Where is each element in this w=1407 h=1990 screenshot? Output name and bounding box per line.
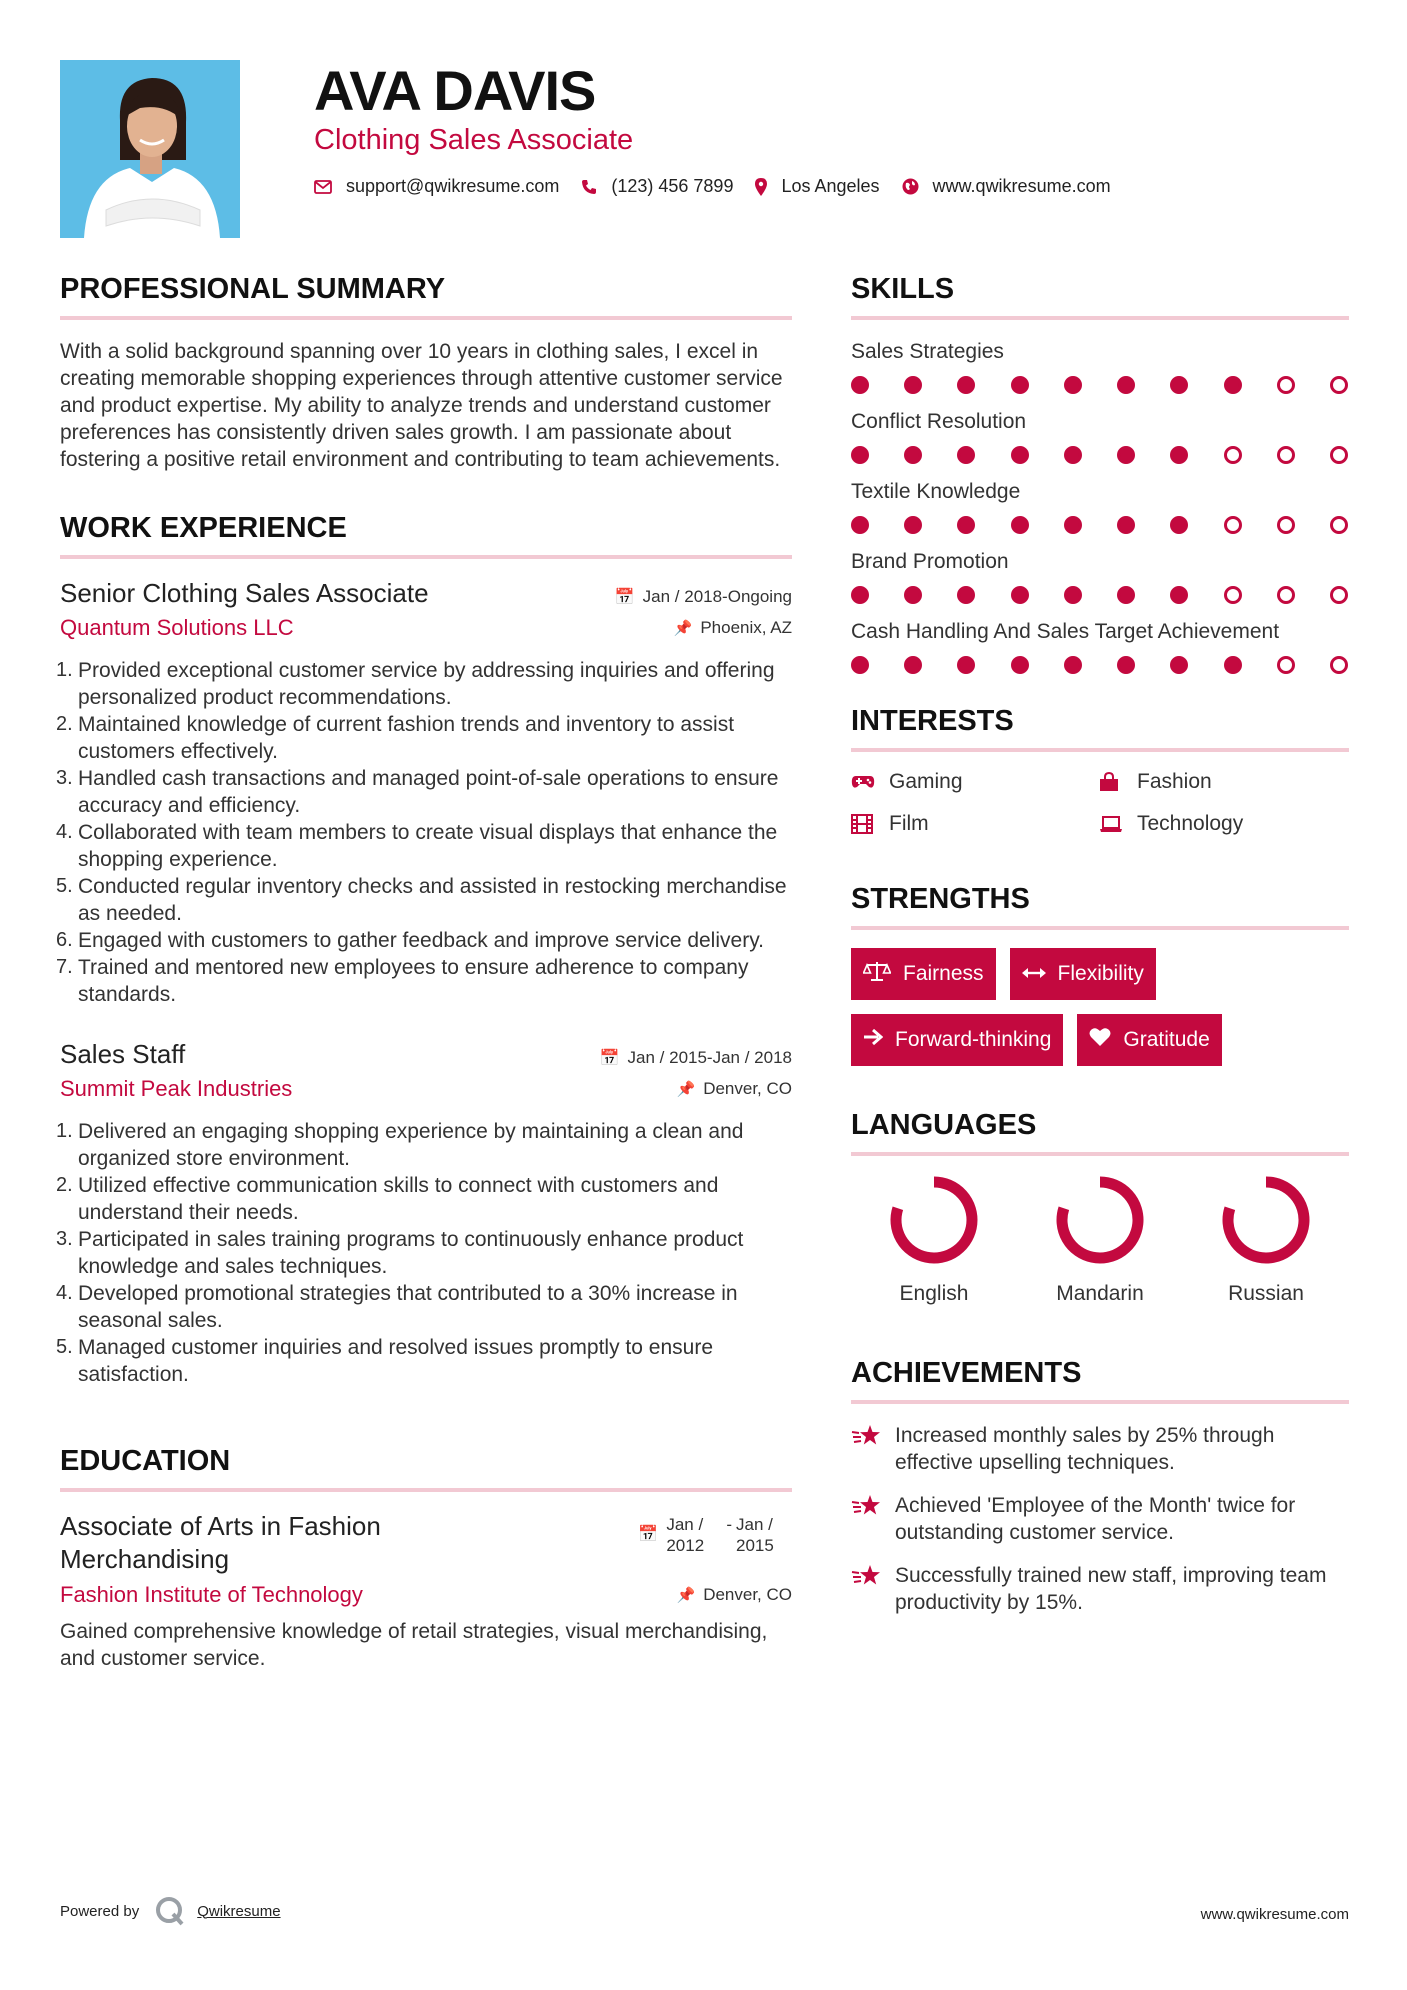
language-level-ring xyxy=(1054,1174,1146,1266)
calendar-icon: 📅 xyxy=(599,1050,620,1067)
summary-heading: PROFESSIONAL SUMMARY xyxy=(60,272,792,320)
shopping-bag-icon xyxy=(1099,772,1137,792)
contact-website[interactable] xyxy=(902,176,1111,197)
list-item: Participated in sales training programs to continuously enhance product knowledge and sales techniques. xyxy=(78,1228,744,1278)
rating-dot-empty xyxy=(1277,516,1295,534)
contact-location xyxy=(755,176,879,197)
skill-name: Conflict Resolution xyxy=(851,410,1027,433)
experience-section xyxy=(60,511,792,1388)
language-level-arc xyxy=(1062,1182,1138,1258)
job-dates xyxy=(615,587,792,607)
film-icon xyxy=(851,814,889,834)
contact-phone[interactable] xyxy=(581,176,733,197)
rating-dot-filled xyxy=(1224,376,1242,394)
strength-label: Fairness xyxy=(903,962,984,985)
skill-name: Textile Knowledge xyxy=(851,480,1021,503)
rating-dot-filled xyxy=(851,376,869,394)
qwikresume-logo-icon xyxy=(155,1896,185,1926)
strength-tag xyxy=(851,948,996,1000)
skill-rating xyxy=(851,376,1348,394)
rating-dot-filled xyxy=(1064,516,1082,534)
job-location xyxy=(674,618,792,638)
list-item: Delivered an engaging shopping experience by maintaining a clean and organized store environment. xyxy=(78,1120,744,1170)
strength-tag xyxy=(1077,1014,1221,1066)
contact-bar xyxy=(314,176,1133,197)
interest-label: Technology xyxy=(1137,812,1244,835)
rating-dot-filled xyxy=(1170,656,1188,674)
achievement-text: Achieved 'Employee of the Month' twice for outstanding customer service. xyxy=(895,1494,1296,1544)
achievement-item xyxy=(851,1422,1349,1476)
edu-degree: Associate of Arts in Fashion Merchandising xyxy=(60,1511,381,1574)
rating-dot-filled xyxy=(1064,446,1082,464)
list-item: Provided exceptional customer service by addressing inquiries and offering personalized product recommendations. xyxy=(78,659,775,709)
list-item: Conducted regular inventory checks and assisted in restocking merchandise as needed. xyxy=(78,875,787,925)
language-item xyxy=(1017,1174,1183,1306)
thumbtack-icon: 📌 xyxy=(676,1587,696,1604)
heart-icon xyxy=(1089,1027,1111,1053)
rating-dot-filled xyxy=(957,656,975,674)
interest-item xyxy=(1099,770,1347,794)
qwikresume-link[interactable]: Qwikresume xyxy=(197,1902,281,1920)
rating-dot-filled xyxy=(851,586,869,604)
shooting-star-icon xyxy=(851,1494,895,1524)
left-column xyxy=(60,272,792,1672)
rating-dot-filled xyxy=(1011,586,1029,604)
rating-dot-empty xyxy=(1330,656,1348,674)
interest-item xyxy=(851,770,1099,794)
summary-text: With a solid background spanning over 10 years in clothing sales, I excel in creating memorable shopping experiences through attentive customer service and product expertise. My ability to analyze trends and understand customer preferences has consistently driven sales growth. I am passionate about fostering a positive retail environment and contributing to team achievements. xyxy=(60,340,783,471)
rating-dot-empty xyxy=(1224,446,1242,464)
skill-item xyxy=(851,408,1349,464)
language-level-ring xyxy=(1220,1174,1312,1266)
skill-name: Sales Strategies xyxy=(851,340,1004,363)
edu-date-separator: - xyxy=(726,1515,732,1534)
skill-name: Brand Promotion xyxy=(851,550,1009,573)
strengths-list xyxy=(851,948,1349,1066)
languages-list xyxy=(851,1174,1349,1306)
thumbtack-icon: 📌 xyxy=(676,1081,696,1098)
contact-email-text: support@qwikresume.com xyxy=(346,176,560,196)
job-dates-text: Jan / 2015-Jan / 2018 xyxy=(627,1048,792,1067)
skill-name: Cash Handling And Sales Target Achievement xyxy=(851,620,1280,643)
strengths-heading: STRENGTHS xyxy=(851,882,1349,930)
skill-item xyxy=(851,338,1349,394)
skills-list xyxy=(851,338,1349,674)
strength-label: Flexibility xyxy=(1057,962,1144,985)
skill-rating xyxy=(851,446,1348,464)
map-marker-icon xyxy=(755,178,767,196)
education-heading: EDUCATION xyxy=(60,1444,792,1492)
phone-icon xyxy=(581,179,597,195)
arrows-h-icon xyxy=(1022,963,1046,985)
rating-dot-filled xyxy=(1117,656,1135,674)
summary-section xyxy=(60,272,792,473)
rating-dot-filled xyxy=(957,446,975,464)
rating-dot-empty xyxy=(1224,586,1242,604)
edu-start: Jan / 2012 xyxy=(666,1515,705,1555)
edu-school: Fashion Institute of Technology xyxy=(60,1582,363,1607)
rating-dot-empty xyxy=(1277,586,1295,604)
rating-dot-filled xyxy=(904,446,922,464)
candidate-title: Clothing Sales Associate xyxy=(314,124,634,156)
strengths-section xyxy=(851,882,1349,1066)
interest-label: Film xyxy=(889,812,929,835)
footer-url[interactable]: www.qwikresume.com xyxy=(1200,1906,1349,1923)
calendar-icon: 📅 xyxy=(614,589,635,606)
rating-dot-filled xyxy=(1011,446,1029,464)
list-item: Trained and mentored new employees to ensure adherence to company standards. xyxy=(78,956,749,1006)
profile-photo-illustration xyxy=(60,60,240,238)
achievement-item xyxy=(851,1492,1349,1546)
rating-dot-filled xyxy=(1117,586,1135,604)
contact-email[interactable] xyxy=(314,176,559,197)
strength-tag xyxy=(851,1014,1063,1066)
rating-dot-filled xyxy=(1117,516,1135,534)
job-bullets xyxy=(60,1118,792,1388)
job-role: Senior Clothing Sales Associate xyxy=(60,578,429,608)
rating-dot-empty xyxy=(1330,446,1348,464)
interest-item xyxy=(851,812,1099,836)
achievement-item xyxy=(851,1562,1349,1616)
thumbtack-icon: 📌 xyxy=(673,620,693,637)
rating-dot-filled xyxy=(1170,586,1188,604)
contact-phone-text: (123) 456 7899 xyxy=(611,176,734,196)
shooting-star-icon xyxy=(851,1424,895,1454)
rating-dot-empty xyxy=(1277,446,1295,464)
laptop-icon xyxy=(1099,815,1137,833)
rating-dot-filled xyxy=(1170,376,1188,394)
strength-label: Gratitude xyxy=(1123,1028,1210,1051)
language-item xyxy=(851,1174,1017,1306)
rating-dot-empty xyxy=(1277,376,1295,394)
skills-heading: SKILLS xyxy=(851,272,1349,320)
strength-label: Forward-thinking xyxy=(895,1028,1052,1051)
job-role: Sales Staff xyxy=(60,1039,186,1069)
rating-dot-filled xyxy=(851,656,869,674)
language-level-arc xyxy=(896,1182,972,1258)
rating-dot-filled xyxy=(1011,656,1029,674)
list-item: Managed customer inquiries and resolved issues promptly to ensure satisfaction. xyxy=(78,1336,713,1386)
job-location-text: Phoenix, AZ xyxy=(700,618,792,637)
list-item: Utilized effective communication skills to connect with customers and understand their needs. xyxy=(78,1174,719,1224)
rating-dot-filled xyxy=(1064,586,1082,604)
education-section xyxy=(60,1444,792,1672)
skills-section xyxy=(851,272,1349,674)
interest-label: Gaming xyxy=(889,770,963,793)
skill-item xyxy=(851,548,1349,604)
language-level-arc xyxy=(1228,1182,1304,1258)
language-name: Mandarin xyxy=(1056,1282,1144,1305)
languages-section xyxy=(851,1108,1349,1306)
experience-heading: WORK EXPERIENCE xyxy=(60,511,792,559)
rating-dot-filled xyxy=(957,376,975,394)
candidate-name: AVA DAVIS xyxy=(314,59,596,122)
right-column xyxy=(851,272,1349,1632)
interests-grid xyxy=(851,770,1349,836)
skill-rating xyxy=(851,516,1348,534)
achievement-text: Increased monthly sales by 25% through effective upselling techniques. xyxy=(895,1424,1275,1474)
rating-dot-empty xyxy=(1277,656,1295,674)
achievements-heading: ACHIEVEMENTS xyxy=(851,1356,1349,1404)
contact-website-text: www.qwikresume.com xyxy=(932,176,1111,196)
skill-rating xyxy=(851,586,1348,604)
job-entry xyxy=(60,577,792,1008)
job-company: Quantum Solutions LLC xyxy=(60,615,294,640)
rating-dot-filled xyxy=(957,516,975,534)
rating-dot-filled xyxy=(1224,656,1242,674)
edu-end: Jan / 2015 xyxy=(736,1515,774,1555)
rating-dot-filled xyxy=(904,376,922,394)
shooting-star-icon xyxy=(851,1564,895,1594)
job-dates xyxy=(600,1048,792,1068)
languages-heading: LANGUAGES xyxy=(851,1108,1349,1156)
interests-section xyxy=(851,704,1349,836)
strength-tag xyxy=(1010,948,1156,1000)
skill-rating xyxy=(851,656,1348,674)
list-item: Developed promotional strategies that contributed to a 30% increase in seasonal sales. xyxy=(78,1282,738,1332)
job-dates-text: Jan / 2018-Ongoing xyxy=(642,587,792,606)
globe-icon xyxy=(902,178,919,195)
rating-dot-filled xyxy=(1170,446,1188,464)
powered-by-label: Powered by xyxy=(60,1902,140,1920)
rating-dot-filled xyxy=(904,586,922,604)
footer-powered-by xyxy=(60,1896,281,1926)
calendar-icon: 📅 xyxy=(638,1526,659,1543)
interests-heading: INTERESTS xyxy=(851,704,1349,752)
rating-dot-filled xyxy=(904,656,922,674)
interest-item xyxy=(1099,812,1347,836)
rating-dot-empty xyxy=(1330,376,1348,394)
skill-item xyxy=(851,618,1349,674)
rating-dot-empty xyxy=(1330,586,1348,604)
rating-dot-filled xyxy=(1117,376,1135,394)
list-item: Collaborated with team members to create visual displays that enhance the shopping experience. xyxy=(78,821,778,871)
contact-location-text: Los Angeles xyxy=(781,176,880,196)
rating-dot-empty xyxy=(1224,516,1242,534)
profile-photo xyxy=(60,60,240,238)
gamepad-icon xyxy=(851,774,889,790)
list-item: Engaged with customers to gather feedback and improve service delivery. xyxy=(78,929,764,952)
edu-location xyxy=(677,1585,793,1605)
language-level-ring xyxy=(888,1174,980,1266)
list-item: Handled cash transactions and managed point-of-sale operations to ensure accuracy and efficiency. xyxy=(78,767,779,817)
language-name: Russian xyxy=(1228,1282,1304,1305)
rating-dot-filled xyxy=(957,586,975,604)
edu-location-text: Denver, CO xyxy=(703,1585,792,1604)
rating-dot-filled xyxy=(1064,376,1082,394)
interest-label: Fashion xyxy=(1137,770,1212,793)
achievement-text: Successfully trained new staff, improving team productivity by 15%. xyxy=(895,1564,1327,1614)
language-name: English xyxy=(899,1282,969,1305)
skill-item xyxy=(851,478,1349,534)
rating-dot-filled xyxy=(1064,656,1082,674)
envelope-icon xyxy=(314,180,332,194)
job-bullets xyxy=(60,657,792,1008)
job-company: Summit Peak Industries xyxy=(60,1076,293,1101)
edu-description: Gained comprehensive knowledge of retail strategies, visual merchandising, and customer service. xyxy=(60,1620,768,1670)
job-entry xyxy=(60,1038,792,1388)
rating-dot-filled xyxy=(1011,516,1029,534)
rating-dot-filled xyxy=(851,516,869,534)
balance-scale-icon xyxy=(863,960,891,988)
rating-dot-filled xyxy=(904,516,922,534)
achievements-section xyxy=(851,1356,1349,1616)
rating-dot-empty xyxy=(1330,516,1348,534)
arrow-right-icon xyxy=(863,1028,883,1052)
job-location xyxy=(677,1079,793,1099)
rating-dot-filled xyxy=(1117,446,1135,464)
language-item xyxy=(1183,1174,1349,1306)
job-location-text: Denver, CO xyxy=(703,1079,792,1098)
list-item: Maintained knowledge of current fashion trends and inventory to assist customers effectively. xyxy=(78,713,735,763)
edu-dates xyxy=(638,1514,792,1556)
rating-dot-filled xyxy=(1011,376,1029,394)
rating-dot-filled xyxy=(1170,516,1188,534)
rating-dot-filled xyxy=(851,446,869,464)
